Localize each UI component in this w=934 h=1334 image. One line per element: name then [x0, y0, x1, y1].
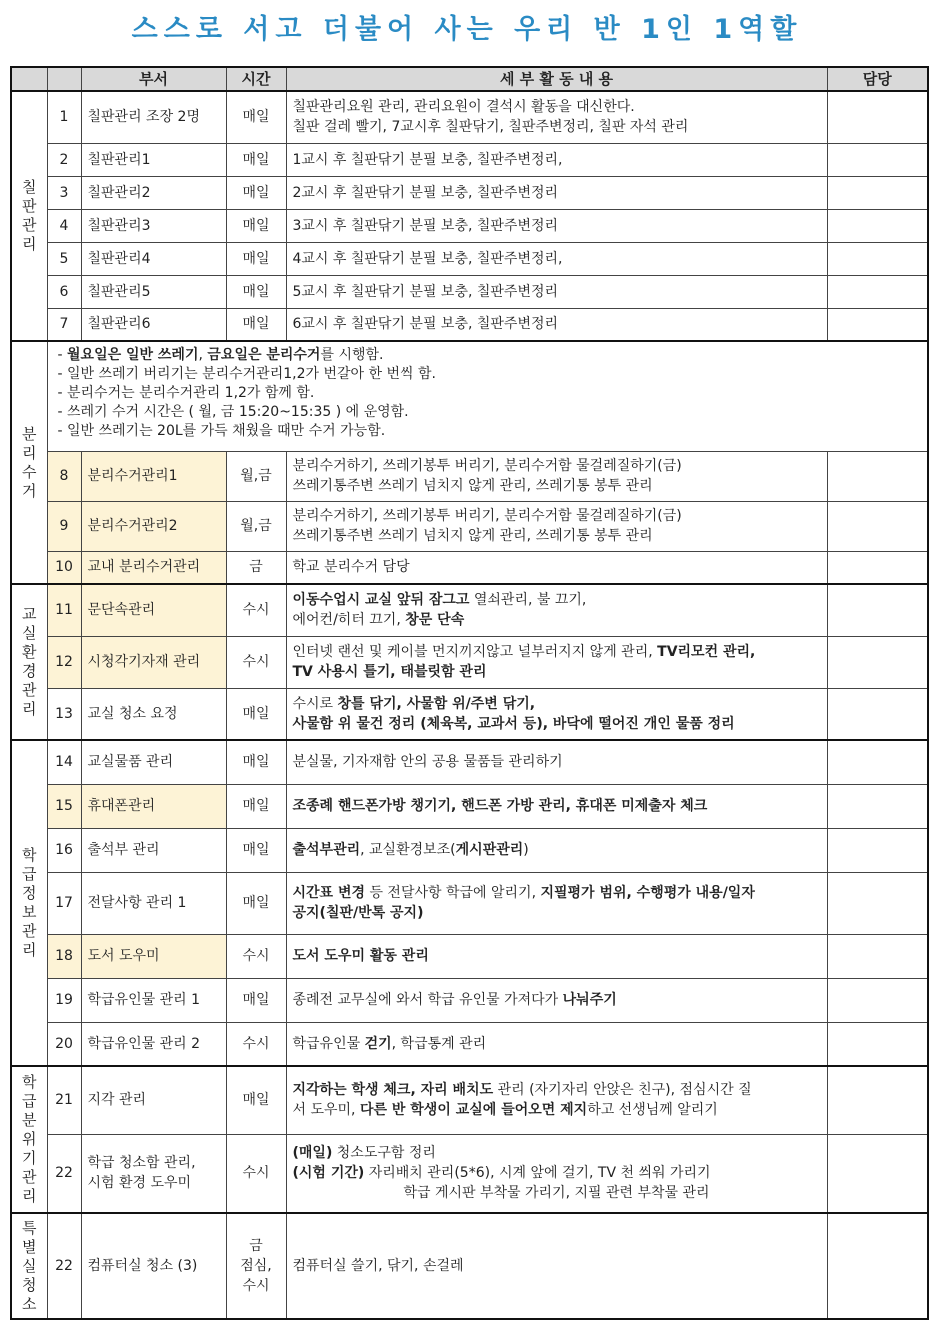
header-row — [11, 67, 928, 91]
row-number: 2 — [47, 143, 81, 176]
role-detail: 학급유인물 걷기, 학급통계 관리 — [286, 1022, 827, 1066]
row-number: 21 — [47, 1066, 81, 1134]
role-detail: 4교시 후 칠판닦기 분필 보충, 칠판주변정리, — [286, 242, 827, 275]
owner-cell[interactable] — [827, 934, 928, 978]
row-number: 3 — [47, 176, 81, 209]
role-time: 매일 — [226, 143, 286, 176]
table-row — [11, 242, 928, 275]
role-time: 수시 — [226, 934, 286, 978]
row-number: 22 — [47, 1134, 81, 1213]
role-detail: 인터넷 랜선 및 케이블 먼지끼지않고 널부러지지 않게 관리, TV리모컨 관리, TV 사용시 틀기, 태블릿함 관리 — [286, 636, 827, 688]
role-detail: 종례전 교무실에 와서 학급 유인물 가져다가 나눠주기 — [286, 978, 827, 1022]
role-time: 매일 — [226, 209, 286, 242]
role-time: 매일 — [226, 176, 286, 209]
group-label-waste: 분 리 수 거 — [11, 341, 47, 584]
page-title: 스스로 서고 더불어 사는 우리 반 1인 1역할 — [131, 13, 803, 45]
group-label-env: 교 실 환 경 관 리 — [11, 584, 47, 740]
role-table — [10, 66, 929, 1320]
role-time: 매일 — [226, 1066, 286, 1134]
row-number: 9 — [47, 501, 81, 551]
row-number: 8 — [47, 451, 81, 501]
role-name: 칠판관리6 — [81, 308, 226, 341]
row-number: 20 — [47, 1022, 81, 1066]
owner-cell[interactable] — [827, 551, 928, 584]
role-time: 매일 — [226, 784, 286, 828]
table-row — [11, 143, 928, 176]
owner-cell[interactable] — [827, 176, 928, 209]
owner-cell[interactable] — [827, 1022, 928, 1066]
role-name: 학급유인물 관리 2 — [81, 1022, 226, 1066]
header-blank — [11, 67, 47, 91]
role-time: 매일 — [226, 275, 286, 308]
row-number: 1 — [47, 91, 81, 143]
role-name: 컴퓨터실 청소 (3) — [81, 1213, 226, 1319]
owner-cell[interactable] — [827, 1066, 928, 1134]
role-detail: 2교시 후 칠판닦기 분필 보충, 칠판주변정리 — [286, 176, 827, 209]
table-row — [11, 978, 928, 1022]
role-name: 교실 청소 요정 — [81, 688, 226, 740]
row-number: 10 — [47, 551, 81, 584]
role-time: 월,금 — [226, 501, 286, 551]
role-detail: 분실물, 기자재함 안의 공용 물품들 관리하기 — [286, 740, 827, 784]
role-time: 매일 — [226, 308, 286, 341]
row-number: 6 — [47, 275, 81, 308]
role-name: 휴대폰관리 — [81, 784, 226, 828]
owner-cell[interactable] — [827, 1134, 928, 1213]
role-name: 분리수거관리1 — [81, 451, 226, 501]
row-number: 12 — [47, 636, 81, 688]
table-row — [11, 636, 928, 688]
table-row — [11, 308, 928, 341]
waste-notes: - 월요일은 일반 쓰레기, 금요일은 분리수거를 시행함. - 일반 쓰레기 버리기는 분리수거관리1,2가 번갈아 한 번씩 함. - 분리수거는 분리수거관리 1,2가 함께 함. - 쓰레기 수거 시간은 ( 월, 금 15:20~15:35 ) 에 운영함. - 일반 쓰레기는 20L를 가득 채웠을 때만 수거 가능함. — [47, 341, 928, 451]
role-name: 칠판관리3 — [81, 209, 226, 242]
role-time: 매일 — [226, 242, 286, 275]
role-detail: 학교 분리수거 담당 — [286, 551, 827, 584]
group-label-board: 칠 판 관 리 — [11, 91, 47, 341]
table-row — [11, 91, 928, 143]
owner-cell[interactable] — [827, 275, 928, 308]
role-time: 수시 — [226, 1022, 286, 1066]
owner-cell[interactable] — [827, 740, 928, 784]
owner-cell[interactable] — [827, 584, 928, 636]
row-number: 15 — [47, 784, 81, 828]
row-number: 13 — [47, 688, 81, 740]
role-name: 교내 분리수거관리 — [81, 551, 226, 584]
table-row — [11, 176, 928, 209]
role-detail: 5교시 후 칠판닦기 분필 보충, 칠판주변정리 — [286, 275, 827, 308]
row-number: 17 — [47, 872, 81, 934]
role-name: 문단속관리 — [81, 584, 226, 636]
role-name: 분리수거관리2 — [81, 501, 226, 551]
role-detail: 분리수거하기, 쓰레기봉투 버리기, 분리수거함 물걸레질하기(금) 쓰레기통주변 쓰레기 넘치지 않게 관리, 쓰레기통 봉투 관리 — [286, 451, 827, 501]
table-row — [11, 584, 928, 636]
table-row — [11, 1066, 928, 1134]
role-time: 매일 — [226, 740, 286, 784]
role-name: 학급유인물 관리 1 — [81, 978, 226, 1022]
role-name: 시청각기자재 관리 — [81, 636, 226, 688]
role-detail: 3교시 후 칠판닦기 분필 보충, 칠판주변정리 — [286, 209, 827, 242]
role-name: 칠판관리2 — [81, 176, 226, 209]
owner-cell[interactable] — [827, 451, 928, 501]
role-detail: 6교시 후 칠판닦기 분필 보충, 칠판주변정리 — [286, 308, 827, 341]
role-name: 출석부 관리 — [81, 828, 226, 872]
table-row — [11, 872, 928, 934]
header-owner: 담당 — [827, 67, 928, 91]
table-row — [11, 1022, 928, 1066]
owner-cell[interactable] — [827, 242, 928, 275]
role-name: 칠판관리 조장 2명 — [81, 91, 226, 143]
group-label-info: 학 급 정 보 관 리 — [11, 740, 47, 1066]
row-number: 16 — [47, 828, 81, 872]
table-row — [11, 551, 928, 584]
owner-cell[interactable] — [827, 688, 928, 740]
role-name: 지각 관리 — [81, 1066, 226, 1134]
owner-cell[interactable] — [827, 1213, 928, 1319]
role-name: 전달사항 관리 1 — [81, 872, 226, 934]
role-time: 매일 — [226, 978, 286, 1022]
row-number: 11 — [47, 584, 81, 636]
role-name: 교실물품 관리 — [81, 740, 226, 784]
row-number: 22 — [47, 1213, 81, 1319]
group-label-atmosphere: 학 급 분 위 기 관 리 — [11, 1066, 47, 1213]
owner-cell[interactable] — [827, 308, 928, 341]
role-name: 칠판관리5 — [81, 275, 226, 308]
table-row — [11, 1134, 928, 1213]
role-detail: 이동수업시 교실 앞뒤 잠그고 열쇠관리, 불 끄기, 에어컨/히터 끄기, 창문 단속 — [286, 584, 827, 636]
role-detail: 1교시 후 칠판닦기 분필 보충, 칠판주변정리, — [286, 143, 827, 176]
role-detail: 조종례 핸드폰가방 챙기기, 핸드폰 가방 관리, 휴대폰 미제출자 체크 — [286, 784, 827, 828]
table-row — [11, 275, 928, 308]
header-dept: 부서 — [81, 67, 226, 91]
role-detail: 도서 도우미 활동 관리 — [286, 934, 827, 978]
table-row — [11, 451, 928, 501]
role-time: 매일 — [226, 91, 286, 143]
owner-cell[interactable] — [827, 828, 928, 872]
role-time: 월,금 — [226, 451, 286, 501]
role-time: 금 — [226, 551, 286, 584]
header-detail: 세 부 활 동 내 용 — [286, 67, 827, 91]
role-detail: (매일) 청소도구함 정리 (시험 기간) 자리배치 관리(5*6), 시계 앞에 걸기, TV 천 씌워 가리기 학급 게시판 부착물 가리기, 지필 관련 부착물 관리 — [286, 1134, 827, 1213]
role-name: 도서 도우미 — [81, 934, 226, 978]
role-detail: 시간표 변경 등 전달사항 학급에 알리기, 지필평가 범위, 수행평가 내용/일자 공지(칠판/반톡 공지) — [286, 872, 827, 934]
role-time: 수시 — [226, 1134, 286, 1213]
owner-cell[interactable] — [827, 784, 928, 828]
table-row — [11, 740, 928, 784]
header-time: 시간 — [226, 67, 286, 91]
owner-cell[interactable] — [827, 636, 928, 688]
table-row — [11, 828, 928, 872]
owner-cell[interactable] — [827, 209, 928, 242]
owner-cell[interactable] — [827, 91, 928, 143]
role-detail: 칠판관리요원 관리, 관리요원이 결석시 활동을 대신한다. 칠판 걸레 빨기, 7교시후 칠판닦기, 칠판주변정리, 칠판 자석 관리 — [286, 91, 827, 143]
owner-cell[interactable] — [827, 872, 928, 934]
role-detail: 분리수거하기, 쓰레기봉투 버리기, 분리수거함 물걸레질하기(금) 쓰레기통주변 쓰레기 넘치지 않게 관리, 쓰레기통 봉투 관리 — [286, 501, 827, 551]
group-label-special: 특 별 실 청 소 — [11, 1213, 47, 1319]
row-number: 4 — [47, 209, 81, 242]
role-time: 수시 — [226, 584, 286, 636]
role-detail: 컴퓨터실 쓸기, 닦기, 손걸레 — [286, 1213, 827, 1319]
role-detail: 수시로 창틀 닦기, 사물함 위/주변 닦기, 사물함 위 물건 정리 (체육복, 교과서 등), 바닥에 떨어진 개인 물품 정리 — [286, 688, 827, 740]
role-detail: 출석부관리, 교실환경보조(게시판관리) — [286, 828, 827, 872]
table-row — [11, 209, 928, 242]
role-time: 수시 — [226, 636, 286, 688]
role-name: 학급 청소함 관리, 시험 환경 도우미 — [81, 1134, 226, 1213]
role-name: 칠판관리1 — [81, 143, 226, 176]
owner-cell[interactable] — [827, 501, 928, 551]
row-number: 19 — [47, 978, 81, 1022]
header-blank — [47, 67, 81, 91]
row-number: 7 — [47, 308, 81, 341]
owner-cell[interactable] — [827, 978, 928, 1022]
role-time: 매일 — [226, 828, 286, 872]
role-time: 매일 — [226, 872, 286, 934]
owner-cell[interactable] — [827, 143, 928, 176]
role-time: 매일 — [226, 688, 286, 740]
table-row — [11, 501, 928, 551]
row-number: 5 — [47, 242, 81, 275]
table-row — [11, 934, 928, 978]
notes-row — [11, 341, 928, 451]
role-time: 금 점심, 수시 — [226, 1213, 286, 1319]
role-detail: 지각하는 학생 체크, 자리 배치도 관리 (자기자리 안앉은 친구), 점심시간 질 서 도우미, 다른 반 학생이 교실에 들어오면 제지하고 선생님께 알리기 — [286, 1066, 827, 1134]
table-row — [11, 1213, 928, 1319]
table-row — [11, 688, 928, 740]
row-number: 14 — [47, 740, 81, 784]
table-row — [11, 784, 928, 828]
role-name: 칠판관리4 — [81, 242, 226, 275]
row-number: 18 — [47, 934, 81, 978]
